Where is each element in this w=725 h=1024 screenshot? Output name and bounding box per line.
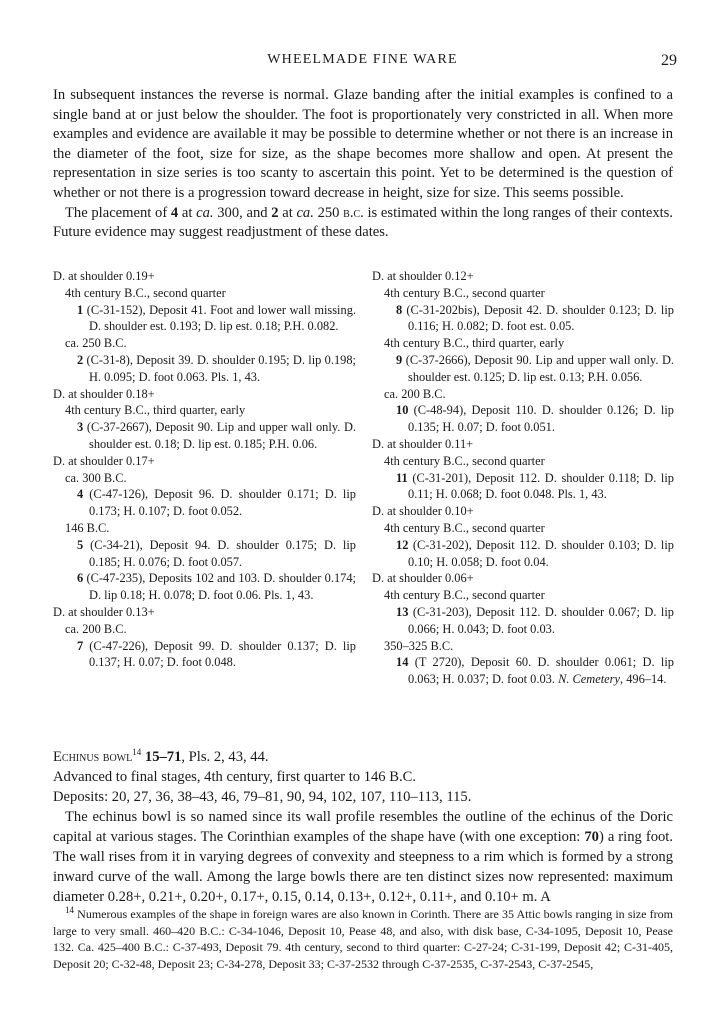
catalogue-entry	[53, 537, 356, 571]
period-heading: ca. 250 B.C.	[65, 336, 127, 351]
catalogue-entry	[372, 352, 674, 386]
period-heading: 146 B.C.	[65, 520, 110, 535]
catalogue-right-column	[372, 268, 674, 688]
footnote	[53, 906, 673, 972]
text-run: at	[278, 204, 297, 221]
period-heading: 4th century B.C., second quarter	[384, 285, 545, 300]
catalogue-entry	[53, 419, 356, 453]
catalogue-entry	[53, 352, 356, 386]
period-heading: ca. 200 B.C.	[65, 621, 127, 636]
entry-text: (C-31-203), Deposit 112. D. shoulder 0.067; D. lip 0.066; H. 0.043; D. foot 0.03.	[408, 604, 674, 636]
publication-ref: N. Cemetery	[558, 672, 620, 687]
catalogue-entry	[53, 638, 356, 672]
period-heading: 4th century B.C., third quarter, early	[384, 336, 565, 351]
entry-text: (C-48-94), Deposit 110. D. shoulder 0.126; D. lip 0.135; H. 0.07; D. foot 0.051.	[408, 403, 674, 435]
entry-number: 9	[396, 352, 403, 367]
size-group-heading: D. at shoulder 0.11+	[372, 436, 474, 451]
entry-text: (C-31-8), Deposit 39. D. shoulder 0.195; D. lip 0.198; H. 0.095; D. foot 0.063. Pls. 1, 43.	[83, 352, 356, 384]
entry-text: (C-31-201), Deposit 112. D. shoulder 0.118; D. lip 0.11; H. 0.068; D. foot 0.048. Pls. 1, 43.	[407, 470, 674, 502]
period-heading: ca. 200 B.C.	[384, 386, 446, 401]
catalogue-ref: 70	[584, 829, 599, 845]
intro-paragraph-1: In subsequent instances the reverse is normal. Glaze banding after the initial examples is confined to a single band at or just below the shoulder. The foot is proportionately very constricted in all. When more examples and evidence are available it may be possible to determine whether or not there is an increase in the diameter of the foot, size for size, as the shape becomes more shallow and open. At present the representation in size series is too scanty to ascertain this point. Yet to be determined is the question of whether or not there is a progression toward decrease in height, size for size. This seems possible.	[53, 87, 673, 201]
entry-number: 12	[396, 537, 409, 552]
size-group-heading: D. at shoulder 0.10+	[372, 504, 474, 519]
size-group-heading: D. at shoulder 0.19+	[53, 269, 155, 283]
footnote-marker[interactable]: 14	[132, 747, 142, 758]
entry-number: 13	[396, 604, 409, 619]
entry-number: 2	[77, 352, 84, 367]
entry-number: 5	[77, 537, 84, 552]
text-run: ca.	[296, 204, 314, 221]
entry-text: (C-47-226), Deposit 99. D. shoulder 0.137; D. lip 0.137; H. 0.07; D. foot 0.048.	[83, 638, 356, 670]
catalogue-ref: 4	[170, 204, 179, 221]
running-head-title: WHEELMADE FINE WARE	[267, 52, 458, 67]
entry-number: 1	[77, 302, 84, 317]
footnote-paragraph	[53, 906, 673, 972]
size-group-heading: D. at shoulder 0.18+	[53, 386, 155, 401]
text-run: b.c.	[343, 204, 364, 221]
text-run: The placement of	[65, 204, 171, 221]
catalogue-entry	[53, 302, 356, 336]
section-line-2: Deposits: 20, 27, 36, 38–43, 46, 79–81, 90, 94, 102, 107, 110–113, 115.	[53, 789, 472, 805]
section-paragraph	[53, 807, 673, 907]
catalogue-entry	[372, 402, 674, 436]
size-group-heading: D. at shoulder 0.12+	[372, 269, 474, 283]
entry-text: (C-31-202), Deposit 112. D. shoulder 0.103; D. lip 0.10; H. 0.058; D. foot 0.04.	[408, 537, 674, 569]
entry-text: (C-37-2667), Deposit 90. Lip and upper wall only. D. shoulder est. 0.18; D. lip est. 0.185; P.H. 0.06.	[83, 420, 356, 451]
catalogue-entry	[372, 604, 674, 638]
text-run: ca.	[196, 204, 214, 221]
catalogue-entry	[53, 486, 356, 520]
entry-text: (C-37-2666), Deposit 90. Lip and upper wall only. D. shoulder est. 0.125; D. lip est. 0.13; P.H. 0.056.	[402, 352, 674, 384]
text-run: ) a ring foot. The wall rises from it in varying degrees of convexity and steepness to a rim which is formed by a strong inward curve of the wall. Among the large bowls there are ten distinct sizes now represented: maximum diameter 0.28+, 0.21+, 0.20+, 0.17+, 0.15, 0.14, 0.13+, 0.12+, 0.11+, and 0.10+ m. A	[53, 829, 673, 905]
running-head	[0, 52, 725, 74]
catalogue-left-column	[53, 268, 356, 671]
period-heading: 4th century B.C., second quarter	[65, 285, 226, 300]
period-heading: 4th century B.C., third quarter, early	[65, 403, 246, 418]
entry-number: 3	[77, 420, 84, 435]
entry-text: (C-47-235), Deposits 102 and 103. D. shoulder 0.174; D. lip 0.18; H. 0.078; D. foot 0.06. Pls. 1, 43.	[83, 571, 356, 603]
echinus-bowl-section	[53, 747, 673, 907]
period-heading: 350–325 B.C.	[384, 638, 454, 653]
catalogue-entry	[372, 470, 674, 504]
size-group-heading: D. at shoulder 0.06+	[372, 571, 474, 586]
period-heading: 4th century B.C., second quarter	[384, 520, 545, 535]
text-run: , Pls. 2, 43, 44.	[181, 749, 269, 765]
entry-number: 11	[396, 470, 408, 485]
entry-number: 10	[396, 403, 409, 418]
period-heading: 4th century B.C., second quarter	[384, 588, 545, 603]
entry-number: 7	[77, 638, 84, 653]
text-run: 250	[313, 204, 344, 221]
text-run: is estimated within the long ranges of their contexts. Future evidence may suggest readjustment of these dates.	[53, 204, 674, 241]
catalogue-entry	[53, 570, 356, 604]
size-group-heading: D. at shoulder 0.13+	[53, 604, 155, 619]
intro-text	[53, 86, 673, 243]
entry-number: 6	[77, 571, 84, 586]
entry-text: (C-31-152), Deposit 41. Foot and lower wall missing. D. shoulder est. 0.193; D. lip est. 0.18; P.H. 0.082.	[83, 302, 356, 334]
entry-text: (C-34-21), Deposit 94. D. shoulder 0.175; D. lip 0.185; H. 0.076; D. foot 0.057.	[83, 537, 356, 569]
entry-number: 8	[396, 302, 403, 317]
size-group-heading: D. at shoulder 0.17+	[53, 453, 155, 468]
text-run: 300, and	[213, 204, 272, 221]
catalogue-entry	[372, 654, 674, 688]
entry-text: (C-31-202bis), Deposit 42. D. shoulder 0.123; D. lip 0.116; H. 0.082; D. foot est. 0.05.	[402, 302, 674, 334]
catalogue-entry	[372, 302, 674, 336]
text-run: The echinus bowl is so named since its wall profile resembles the outline of the echinus of the Doric capital at various stages. The Corinthian examples of the shape have (with one exception:	[53, 809, 673, 845]
entry-number: 4	[77, 487, 84, 502]
entry-text: (T 2720), Deposit 60. D. shoulder 0.061; D. lip 0.063; H. 0.037; D. foot 0.03.	[408, 655, 674, 687]
text-run: at	[178, 204, 197, 221]
section-title: Echinus bowl	[53, 749, 133, 765]
catalogue-ref: 2	[271, 204, 279, 221]
period-heading: 4th century B.C., second quarter	[384, 453, 545, 468]
section-line-1: Advanced to final stages, 4th century, first quarter to 146 B.C.	[53, 769, 416, 785]
catalogue-range: 15–71	[144, 749, 182, 765]
period-heading: ca. 300 B.C.	[65, 470, 127, 485]
catalogue-entry	[372, 537, 674, 571]
intro-paragraph-2	[53, 204, 673, 243]
entry-text: (C-47-126), Deposit 96. D. shoulder 0.171; D. lip 0.173; H. 0.107; D. foot 0.052.	[83, 487, 356, 519]
footnote-number: 14	[65, 905, 74, 915]
entry-text: , 496–14.	[620, 672, 667, 687]
footnote-text: Numerous examples of the shape in foreign wares are also known in Corinth. There are 35 Attic bowls ranging in size from large to very small. 460–420 B.C.: C-34-1046, Deposit 10, Pease 48, and also, with disk base, C-34-1095, Deposit 10, Pease 132. Ca. 425–400 B.C.: C-37-493, Deposit 79. 4th century, second to third quarter: C-27-24; C-31-199, Deposit 42; C-31-405, Deposit 20; C-32-48, Deposit 23; C-34-278, Deposit 33; C-37-2532 through C-37-2535, C-37-2543, C-37-2545,	[53, 907, 673, 971]
section-heading	[53, 747, 673, 767]
entry-number: 14	[396, 655, 409, 670]
page-number: 29	[661, 52, 677, 69]
